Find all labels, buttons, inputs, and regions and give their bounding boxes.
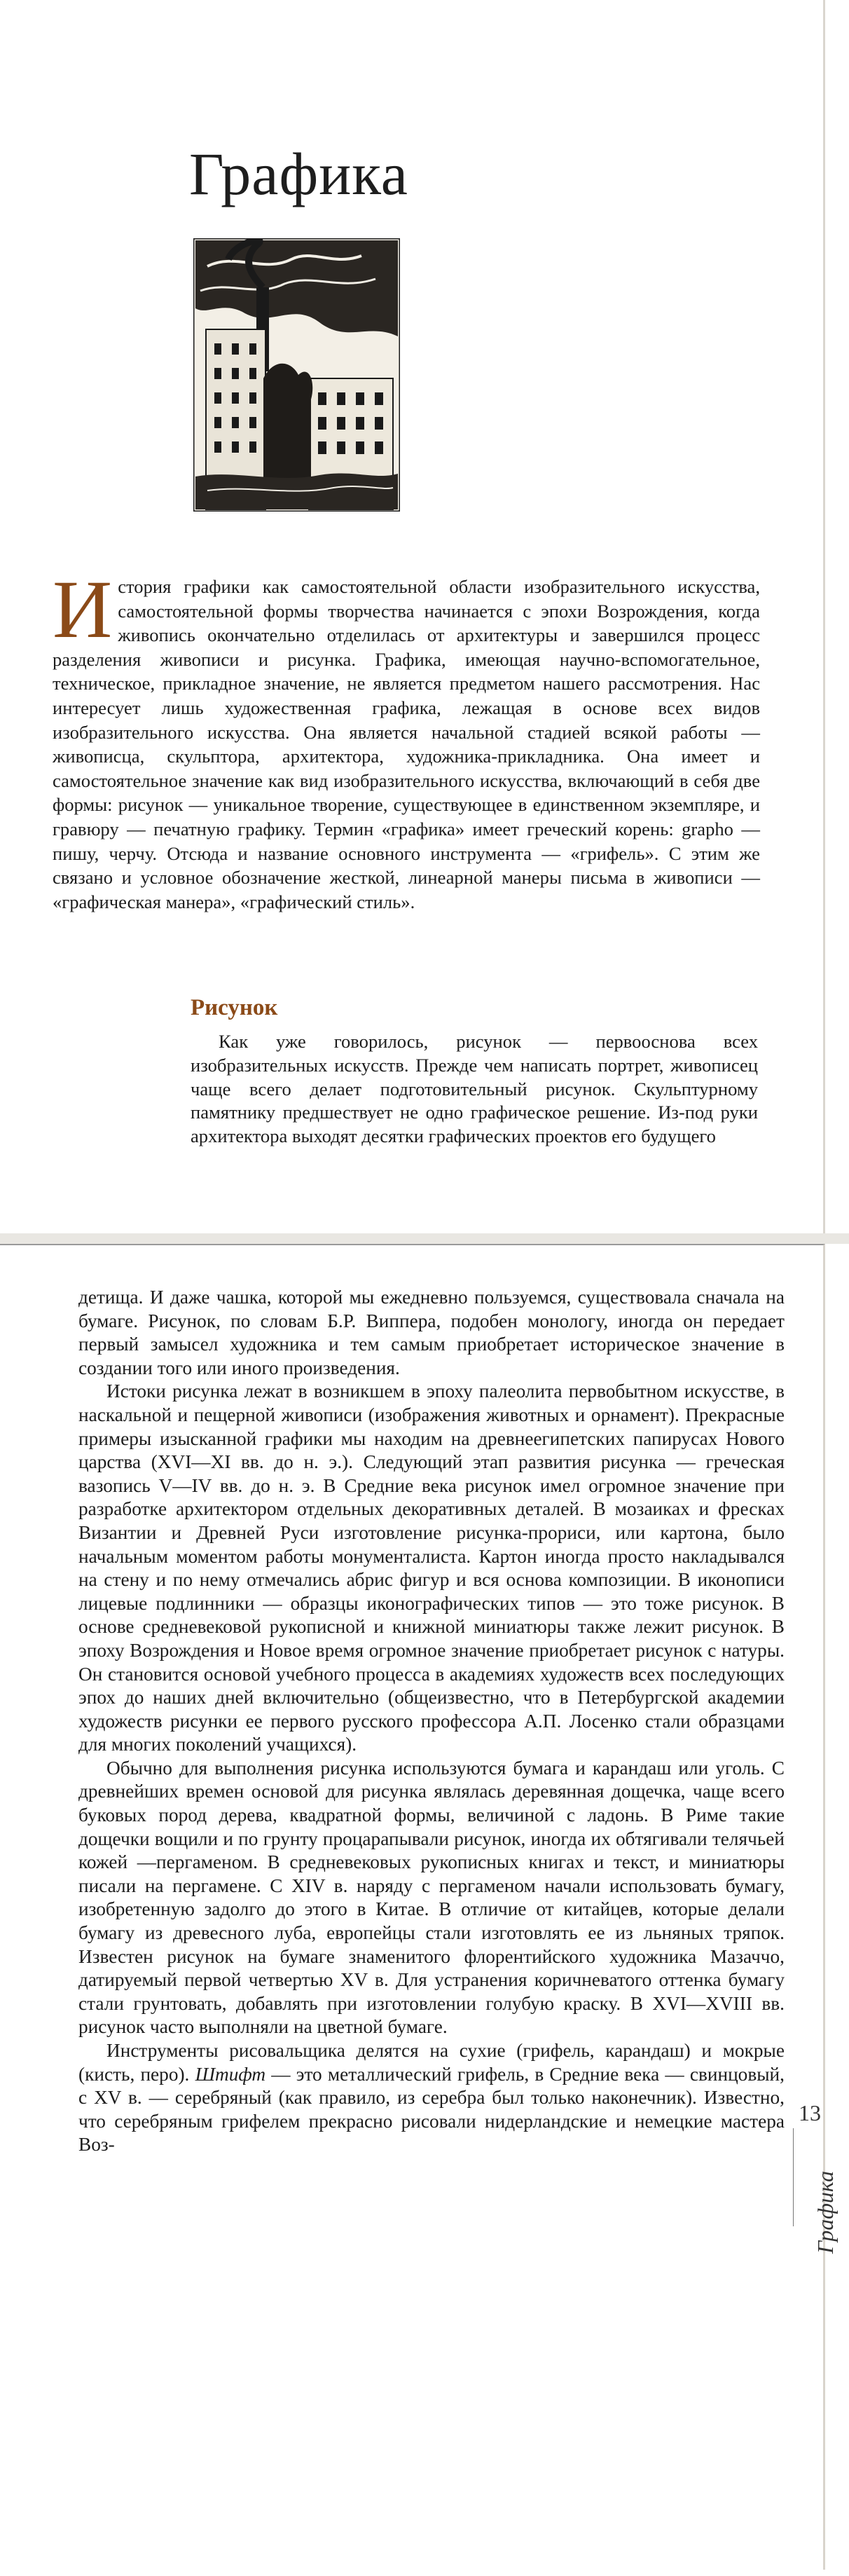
engraving-illustration — [193, 238, 400, 512]
running-head-rule — [793, 2128, 794, 2226]
paragraph: Истоки рисунка лежат в возникшем в эпоху палеолита первобытном искусстве, в наскальной и пещерной живописи (изображения животных и орнамент). Прекрасные примеры изысканной графики мы находим на древнеегипетских папирусах Нового царства (XVI—XI вв. до н. э.). Следующий этап развития рисунка — греческая вазопись V—IV вв. до н. э. В Средние века рисунок имел огромное значение при разработке архитектором отдельных декоративных деталей. В мозаиках и фресках Византии и Древней Руси изготовление рисунка-прориси, или картона, было начальным моментом работы монументалиста. Картон иногда просто накладывался на стену и по нему отмечались абрис фигур и вся основа композиции. В иконописи лицевые подлинники — образцы иконографических типов — это тоже рисунок. В основе средневековой рукописной и книжной миниатюры также лежит рисунок. В эпоху Возрождения и Новое время огромное значение приобретает рисунок с натуры. Он становится основой учебного процесса в академиях художеств всех последующих эпох до наших дней включительно (общеизвестно, что в Петербургской академии художеств рисунки ее первого русского профессора А.П. Лосенко стали образцами для многих поколений учащихся). — [78, 1381, 785, 1755]
section-heading: Рисунок — [191, 995, 278, 1020]
chapter-lead-paragraph — [53, 563, 760, 914]
section-paragraph: Как уже говорилось, рисунок — первооснова всех изобразительных искусств. Прежде чем написать портрет, живописец чаще всего делает подготовительный рисунок. Скульптурному памятнику предшествует не одно графическое решение. Из-под руки архитектора выходят десятки графических проектов его будущего — [191, 1031, 758, 1147]
paragraph: детища. И даже чашка, которой мы ежедневно пользуемся, существовала сначала на бумаге. Рисунок, по словам Б.Р. Виппера, подобен монологу, иногда он передает первый замысел художника и тем самым приобретает историческое значение в создании того или иного произведения. — [78, 1287, 785, 1378]
chapter-title: Графика — [189, 139, 408, 207]
paragraph: Обычно для выполнения рисунка используются бумага и карандаш или уголь. С древнейших времен основой для рисунка являлась деревянная дощечка, чаще всего буковых пород дерева, квадратной формы, величиной с ладонь. В Риме такие дощечки вощили и по грунту процарапывали рисунок, иногда их обтягивали телячьей кожей —пергаменом. В средневековых рукописных книгах и текст, и миниатюры писали на пергамене. С XIV в. наряду с пергаменом начали использовать бумагу, изобретенную задолго до этого в Китае. В отличие от китайцев, которые делали бумагу из древесного луба, европейцы стали изготовлять ее из льняных тряпок. Известен рисунок на бумаге знаменитого флорентийского художника Мазаччо, датируемый первой четвертью XV в. Для устранения коричневатого оттенка бумагу стали грунтовать, добавлять при изготовлении голубую краску. В XVI—XVIII вв. рисунок часто выполняли на цветной бумаге. — [78, 1757, 785, 2038]
page-one — [0, 0, 825, 1233]
drop-cap: И — [53, 563, 113, 655]
lead-text: стория графики как самостоятельной области изобразительного искусства, самостоятельной формы творчества начинается с эпохи Возрождения, когда живопись окончательно отделилась от архитектуры и завершился процесс разделения живописи и рисунка. Графика, имеющая научно-вспомогательное, техническое, прикладное значение, не является предметом нашего рассмотрения. Нас интересует лишь художественная графика, лежащая в основе всех видов изобразительного искусства. Она является начальной стадией всякой работы — живописца, скульптора, архитектора, художника-прикладника. Она имеет и самостоятельное значение как вид изобразительного искусства, включающий в себя две формы: рисунок — уникальное творение, существующее в единственном экземпляре, и гравюру — печатную графику. Термин «графика» имеет греческий корень: grapho —пишу, черчу. Отсюда и название основного инструмента — «грифель». С этим же связано и условное обозначение жесткой, линеарной манеры письма в живописи — «графическая манера», «графический стиль». — [53, 576, 760, 912]
running-head: Графика — [813, 2170, 838, 2254]
paragraph-text: — это металлический грифель, в Средние века — свинцовый, с XV в. — серебряный (как правило, из серебра был только наконечник). Известно, что серебряным грифелем прекрасно рисовали нидерландские и немецкие мастера Воз- — [78, 2063, 785, 2156]
paragraph — [78, 2039, 785, 2157]
page-number: 13 — [799, 2100, 821, 2125]
page-gap — [0, 1233, 849, 1244]
page-two-body — [78, 1286, 785, 2157]
term-italic: Штифт — [195, 2063, 266, 2085]
page-two — [0, 1244, 838, 2570]
paragraph-text: Инструменты рисовальщика делятся на сухие (грифель, карандаш) и мокрые (кисть, перо). — [78, 2040, 785, 2085]
